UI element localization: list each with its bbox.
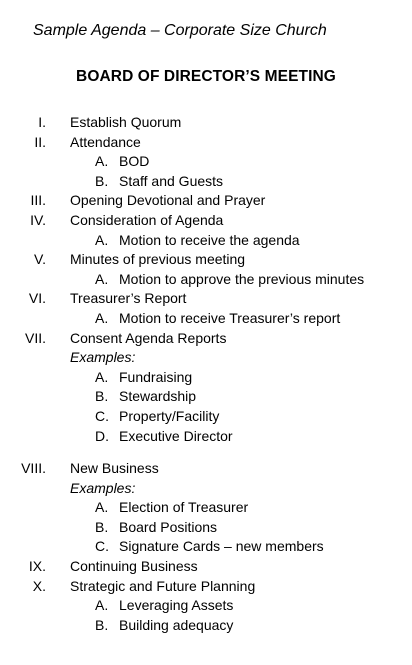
agenda-subitem: [0, 368, 412, 388]
agenda-item-text: Attendance: [70, 133, 141, 150]
examples-label-row: [0, 479, 412, 499]
agenda-subitem: [0, 172, 412, 192]
subitem-letter: B.: [95, 388, 109, 405]
agenda-subitem: [0, 518, 412, 538]
subitem-letter: B.: [95, 518, 109, 535]
agenda-subitem: [0, 407, 412, 427]
agenda-outline: [0, 113, 412, 635]
agenda-item-numeral: V.: [34, 251, 46, 268]
subitem-text: Motion to receive Treasurer’s report: [119, 309, 341, 326]
agenda-item: [0, 191, 412, 211]
agenda-item-numeral: VI.: [28, 290, 46, 307]
subitem-text: Election of Treasurer: [119, 499, 249, 516]
agenda-item-text: Consent Agenda Reports: [70, 329, 227, 346]
subitem-text: Stewardship: [119, 388, 197, 405]
agenda-item-text: Minutes of previous meeting: [70, 251, 246, 268]
subitem-letter: A.: [95, 231, 109, 248]
subitem-letter: C.: [95, 538, 109, 555]
agenda-item-text: New Business: [70, 460, 159, 477]
agenda-subitem: [0, 270, 412, 290]
subitem-letter: D.: [95, 427, 109, 444]
subitem-text: Signature Cards – new members: [119, 538, 324, 555]
agenda-item: [0, 113, 412, 133]
subitem-text: BOD: [119, 153, 150, 170]
agenda-item-numeral: II.: [34, 133, 46, 150]
subitem-text: Fundraising: [119, 368, 193, 385]
agenda-item-numeral: VII.: [24, 329, 46, 346]
agenda-item: [0, 250, 412, 270]
document-title: BOARD OF DIRECTOR’S MEETING: [76, 68, 336, 85]
subitem-text: Board Positions: [119, 518, 218, 535]
agenda-item-numeral: IV.: [30, 211, 46, 228]
agenda-subitem: [0, 616, 412, 636]
agenda-subitem: [0, 596, 412, 616]
agenda-item-text: Strategic and Future Planning: [70, 577, 256, 594]
agenda-subitem: [0, 152, 412, 172]
document-subtitle: Sample Agenda – Corporate Size Church: [33, 22, 327, 39]
examples-label: Examples:: [70, 479, 136, 496]
agenda-item-text: Opening Devotional and Prayer: [70, 192, 266, 209]
agenda-item-text: Establish Quorum: [70, 114, 182, 130]
subitem-text: Executive Director: [119, 427, 233, 444]
agenda-item-numeral: IX.: [28, 558, 46, 575]
agenda-item-text: Continuing Business: [70, 558, 198, 575]
agenda-item: [0, 289, 412, 309]
agenda-subitem: [0, 309, 412, 329]
agenda-item-text: Treasurer’s Report: [70, 290, 187, 307]
agenda-subitem: [0, 537, 412, 557]
agenda-item: [0, 329, 412, 349]
section-spacer: [0, 446, 412, 459]
agenda-item: [0, 577, 412, 597]
subitem-text: Motion to approve the previous minutes: [119, 270, 365, 287]
agenda-item: [0, 557, 412, 577]
subitem-letter: A.: [95, 270, 109, 287]
examples-label-row: [0, 348, 412, 368]
subitem-letter: B.: [95, 616, 109, 633]
agenda-item-numeral: VIII.: [21, 460, 46, 477]
subitem-text: Leveraging Assets: [119, 597, 234, 614]
subitem-letter: B.: [95, 172, 109, 189]
examples-label: Examples:: [70, 349, 136, 366]
agenda-item: [0, 459, 412, 479]
agenda-item-numeral: III.: [30, 192, 46, 209]
subitem-letter: C.: [95, 407, 109, 424]
agenda-item-text: Consideration of Agenda: [70, 211, 224, 228]
subitem-letter: A.: [95, 499, 109, 516]
subitem-text: Motion to receive the agenda: [119, 231, 300, 248]
agenda-subitem: [0, 427, 412, 447]
agenda-item: [0, 133, 412, 153]
agenda-subitem: [0, 231, 412, 251]
agenda-item-numeral: X.: [32, 577, 46, 594]
subitem-text: Property/Facility: [119, 407, 220, 424]
agenda-item: [0, 211, 412, 231]
subitem-text: Building adequacy: [119, 616, 234, 633]
subitem-letter: A.: [95, 368, 109, 385]
subitem-text: Staff and Guests: [119, 172, 224, 189]
subitem-letter: A.: [95, 597, 109, 614]
subitem-letter: A.: [95, 153, 109, 170]
agenda-subitem: [0, 498, 412, 518]
agenda-item-numeral: I.: [38, 114, 46, 130]
agenda-subitem: [0, 387, 412, 407]
subitem-letter: A.: [95, 309, 109, 326]
